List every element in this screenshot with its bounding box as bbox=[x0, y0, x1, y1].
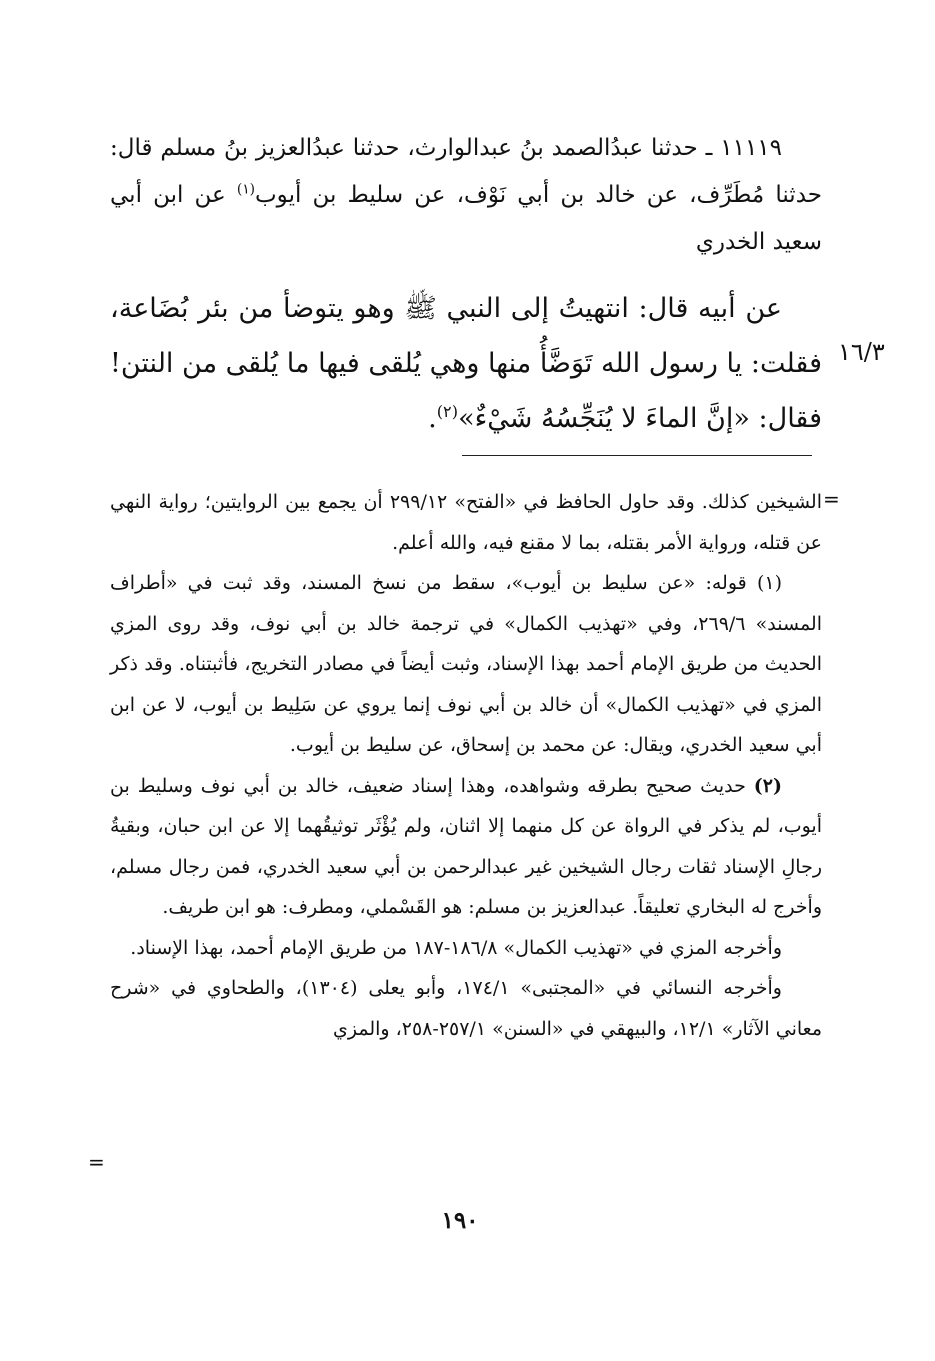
footnote-marker-2[interactable]: (٢) bbox=[436, 402, 459, 421]
matn-end: . bbox=[428, 403, 437, 434]
footnote-1: (١) قوله: «عن سليط بن أيوب»، سقط من نسخ المسند، وقد ثبت في «أطراف المسند» ٢٦٩/٦، وفي «تهذيب الكمال» في ترجمة خالد بن أبي نوف، وقد روى المزي الحديث من طريق الإمام أحمد بهذا الإسناد، وثبت أيضاً في مصادر التخريج، فأثبتناه. وقد ذكر المزي في «تهذيب الكمال» أن خالد بن أبي نوف إنما يروي عن سَلِيط بن أيوب، لا عن ابن أبي سعيد الخدري، ويقال: عن محمد بن إسحاق، عن سليط بن أيوب. bbox=[110, 572, 823, 756]
matn-text: عن أبيه قال: انتهيتُ إلى النبي ﷺ وهو يتوضأ من بئر بُضَاعة، فقلت: يا رسول الله تَوَضَّأُ منها وهي يُلقى فيها ما يُلقى من النتن! فقال: «إنَّ الماءَ لا يُنَجِّسُهُ شَيْءٌ» bbox=[110, 293, 822, 434]
isnad-line-2: قال: حدثنا مُطَرِّف، عن خالد بن أبي نَوْف، عن سليط بن أيوب bbox=[110, 135, 822, 208]
footnote-2-number: (٢) bbox=[753, 774, 782, 797]
footnote-divider bbox=[462, 455, 812, 456]
footnote-carryover: الشيخين كذلك. وقد حاول الحافظ في «الفتح» ٢٩٩/١٢ أن يجمع بين الروايتين؛ رواية النهي عن قتله، ورواية الأمر بقتله، بما لا مقنع فيه، والله أعلم. bbox=[110, 491, 822, 554]
footnote-2-takhrij-2: وأخرجه النسائي في «المجتبى» ١٧٤/١، وأبو يعلى (١٣٠٤)، والطحاوي في «شرح معاني الآثار» ١٢/١، والبيهقي في «السنن» ٢٥٧/١-٢٥٨، والمزي bbox=[110, 977, 822, 1040]
footnote-2-takhrij-1: وأخرجه المزي في «تهذيب الكمال» ١٨٦/٨-١٨٧ من طريق الإمام أحمد، بهذا الإسناد. bbox=[130, 936, 782, 959]
footnote-marker-1[interactable]: (١) bbox=[236, 181, 256, 198]
footnote-2 bbox=[110, 766, 822, 928]
isnad-line-1: ١١١١٩ ـ حدثنا عبدُالصمد بنُ عبدالوارث، حدثنا عبدُالعزيز بنُ مسلم bbox=[160, 135, 783, 161]
isnad-line-2-end: عن ابن أبي سعيد الخدري bbox=[110, 182, 822, 255]
isnad-paragraph bbox=[110, 125, 822, 266]
continuation-mark-bottom: = bbox=[88, 1150, 105, 1174]
page-number: ١٩٠ bbox=[441, 1207, 479, 1234]
matn-paragraph bbox=[110, 281, 822, 446]
hadith-isnad bbox=[110, 125, 822, 266]
hadith-matn bbox=[110, 281, 822, 446]
footnote-2-text: حديث صحيح بطرقه وشواهده، وهذا إسناد ضعيف، خالد بن أبي نوف وسليط بن أيوب، لم يذكر في الرواة عن كل منهما إلا اثنان، ولم يُؤْثَر توثيقُهما إلا عن ابن حبان، وبقيةُ رجالِ الإسناد ثقات رجال الشيخين غير عبدالرحمن بن أبي سعيد الخدري، فمن رجال مسلم، وأخرج له البخاري تعليقاً. عبدالعزيز بن مسلم: هو القَسْملي، ومطرف: هو ابن طريف. bbox=[110, 774, 822, 918]
footnotes bbox=[110, 482, 822, 1049]
margin-volume-page-reference: ١٦/٣ bbox=[838, 338, 885, 366]
continuation-mark-top: = bbox=[823, 487, 840, 511]
